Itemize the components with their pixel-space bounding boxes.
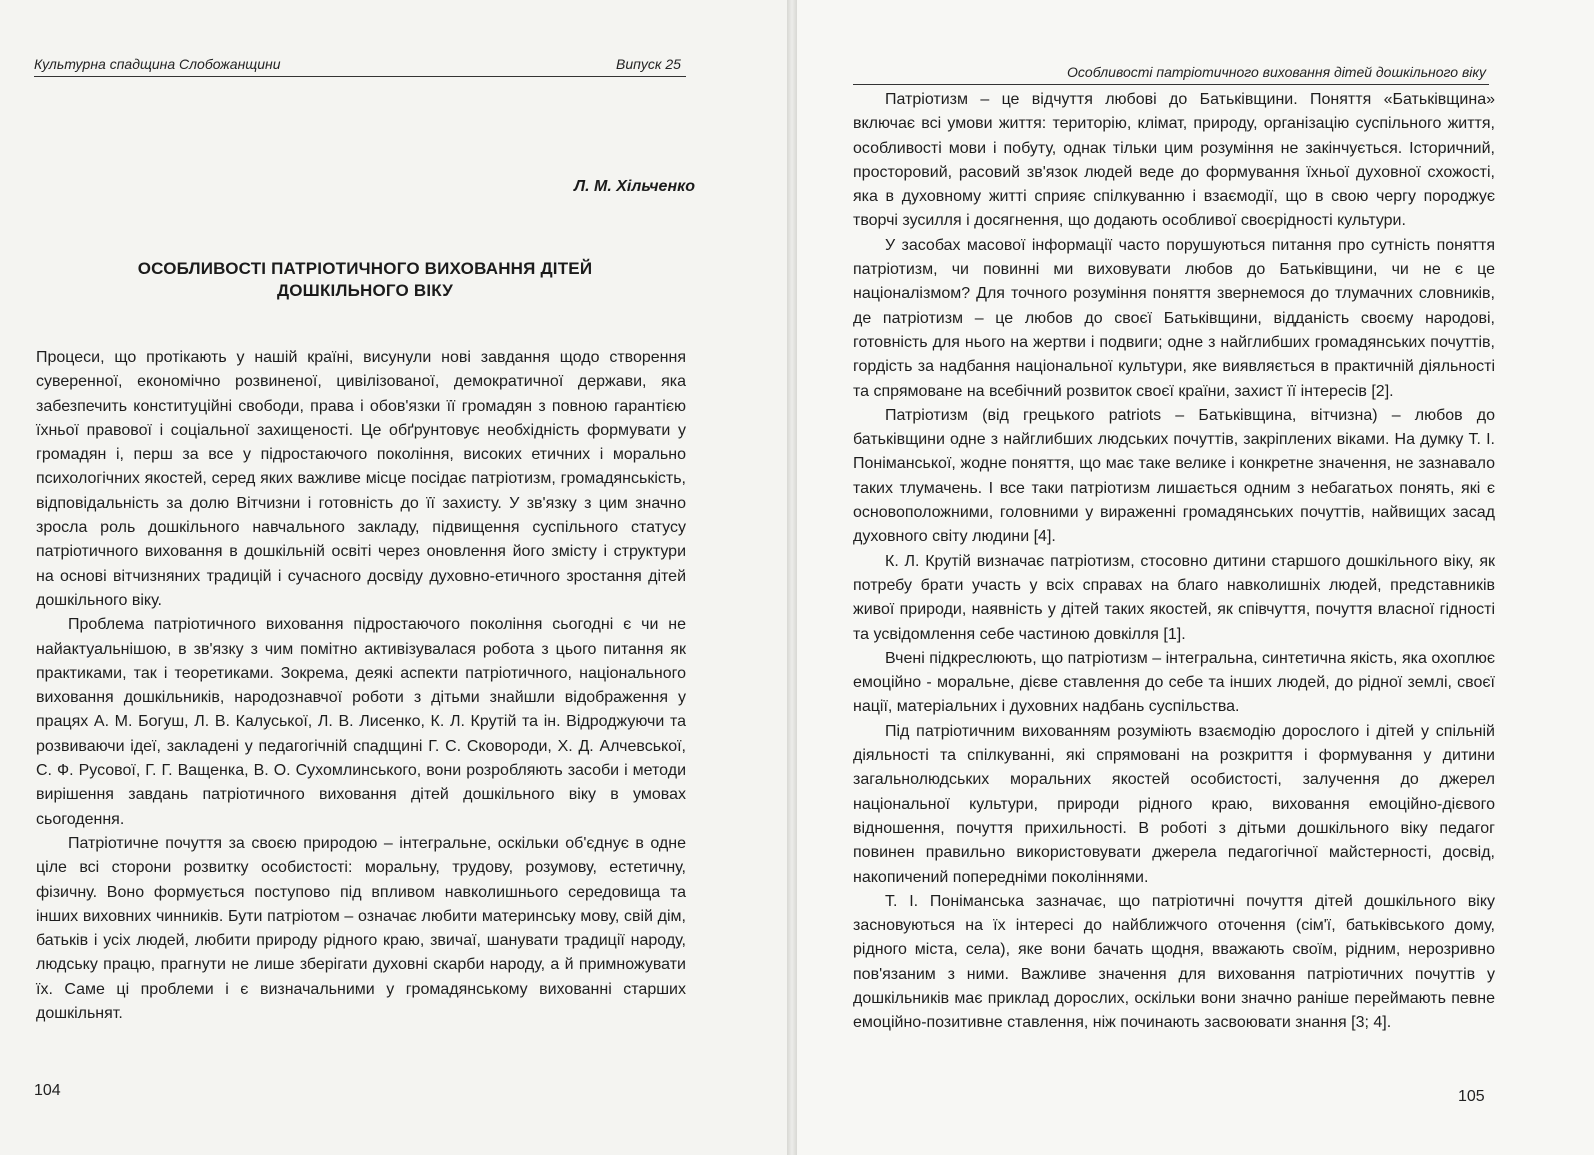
header-rule xyxy=(853,84,1489,85)
right-page xyxy=(797,0,1594,1155)
paragraph: Патріотизм – це відчуття любові до Батьківщини. Поняття «Батьківщина» включає всі умови життя: територію, клімат, природу, організацію суспільного життя, особливості мови і побуту, однак тільки цим розуміння не закінчується. Історичний, просторовий, расовий зв'язок людей веде до формування їхньої духовної схожості, яка в духовному житті сприяє спілкуванню і взаємодії, що в свою чергу породжує творчі зусилля і досягнення, що додають особливої своєрідності культури. xyxy=(853,91,1495,230)
paragraph: Патріотизм (від грецького patriots – Батьківщина, вітчизна) – любов до батьківщини одне з найглибших людських почуттів, закріплених віками. На думку Т. І. Поніманської, жодне поняття, що має таке велике і конкретне значення, не зазнавало таких тлумачень. І все таки патріотизм лишається одним з небагатьох понять, які є основоположними, головними у вираженні громадянських почуттів, найвищих засад духовного світу людини [4]. xyxy=(853,406,1495,546)
paragraph: Проблема патріотичного виховання підростаючого покоління сьогодні є чи не найактуальнішою, в зв'язку з чим помітно активізувалася робота з цього питання як практиками, так і теоретиками. Зокрема, деякі аспекти патріотичного, національного виховання дошкільників, народознавчої роботи з дітьми знайшли відображення у працях А. М. Богуш, Л. В. Калуської, Л. В. Лисенко, К. Л. Крутій та ін. Відроджуючи та розвиваючи ідеї, закладені у педагогічній спадщині Г. С. Сковороди, Х. Д. Алчевської, С. Ф. Русової, Г. Г. Ващенка, В. О. Сухомлинського, вони розробляють засоби і методи вирішення завдань патріотичного виховання дітей дошкільного віку в умовах сьогодення. xyxy=(36,616,686,828)
running-head-issue: Випуск 25 xyxy=(616,56,681,72)
left-body-text xyxy=(36,346,686,1026)
paragraph: Вчені підкреслюють, що патріотизм – інтегральна, синтетична якість, яка охоплює емоційно - моральне, дієве ставлення до себе та інших людей, до рідної землі, своєї нації, матеріальних і духовних надбань суспільства. xyxy=(853,649,1495,716)
right-body-text xyxy=(853,88,1495,1036)
paragraph: Процеси, що протікають у нашій країні, висунули нові завдання щодо створення суверенної, економічно розвиненої, цивілізованої, демократичної держави, яка забезпечить конституційні свободи, права і обов'язки її громадян з повною гарантією їхньої правової і соціальної захищеності. Це обґрунтовує необхідність формувати у громадян і, перш за все у підростаючого покоління, високих етичних і морально психологічних якостей, серед яких важливе місце посідає патріотизм, громадянськість, відповідальність за долю Вітчизни і готовність до її захисту. У зв'язку з цим значно зросла роль дошкільного навчального закладу, підвищення суспільного статусу патріотичного виховання в дошкільній освіті через оновлення його змісту і структури на основі вітчизняних традицій і сучасного досвіду духовно-етичного зростання дітей дошкільного віку. xyxy=(36,349,686,609)
running-head-article: Особливості патріотичного виховання дітей дошкільного віку xyxy=(1067,64,1486,80)
book-gutter xyxy=(787,0,797,1155)
article-title-line-1: ОСОБЛИВОСТІ ПАТРІОТИЧНОГО ВИХОВАННЯ ДІТЕЙ xyxy=(137,259,593,278)
running-head-journal: Культурна спадщина Слобожанщини xyxy=(34,56,281,72)
paragraph: Патріотичне почуття за своєю природою – інтегральне, оскільки об'єднує в одне ціле всі сторони розвитку особистості: моральну, трудову, розумову, естетичну, фізичну. Воно формується поступово під впливом навколишнього середовища та інших виховних чинників. Бути патріотом – означає любити материнську мову, свій дім, батьків і усіх людей, любити природу рідного краю, звичаї, шанувати традиції народу, людську працю, прагнути не лише зберігати духовні скарби народу, а й примножувати їх. Саме ці проблеми і є визначальними у громадянському вихованні старших дошкільнят. xyxy=(36,834,686,1023)
left-page xyxy=(0,0,787,1155)
article-title xyxy=(40,258,690,302)
paragraph: У засобах масової інформації часто порушуються питання про сутність поняття патріотизм, чи повинні ми виховувати любов до Батьківщини, чи не є це націоналізмом? Для точного розуміння поняття звернемося до тлумачних словників, де патріотизм – це любов до своєї Батьківщини, відданість своєму народові, готовність для нього на жертви і подвиги; одне з найглибших громадянських почуттів, гордість за надбання національної культури, яке виявляється в практичній діяльності та спрямоване на всебічний розвиток своєї країни, захист її інтересів [2]. xyxy=(853,236,1495,400)
paragraph: К. Л. Крутій визначає патріотизм, стосовно дитини старшого дошкільного віку, як потребу брати участь у всіх справах на благо навколишніх людей, представників живої природи, наявність у дітей таких якостей, як співчуття, почуття власної гідності та усвідомлення себе частиною довкілля [1]. xyxy=(853,552,1495,643)
paragraph: Під патріотичним вихованням розуміють взаємодію дорослого і дітей у спільній діяльності та спілкуванні, які спрямовані на розкриття і формування у дитини загальнолюдських моральних якостей особистості, залучення до джерел національної культури, природи рідного краю, виховання емоційно-дієвого відношення, почуття прихильності. В роботі з дітьми дошкільного віку педагог повинен правильно використовувати джерела педагогічної майстерності, досвід, накопичений попередніми поколіннями. xyxy=(853,722,1495,886)
article-title-line-2: ДОШКІЛЬНОГО ВІКУ xyxy=(276,281,454,300)
author-name: Л. М. Хільченко xyxy=(574,178,695,195)
page-number: 105 xyxy=(1458,1088,1485,1105)
header-rule xyxy=(34,76,686,77)
paragraph: Т. І. Поніманська зазначає, що патріотичні почуття дітей дошкільного віку засновуються на їх інтересі до найближчого оточення (сім'ї, батьківського дому, рідного міста, села), яке вони бачать щодня, вважають своїм, рідним, нерозривно пов'язаним з ними. Важливе значення для виховання патріотичних почуттів у дошкільників має приклад дорослих, оскільки вони значно раніше переймають певне емоційно-позитивне ставлення, ніж починають засвоювати знання [3; 4]. xyxy=(853,892,1495,1032)
page-number: 104 xyxy=(34,1082,61,1099)
